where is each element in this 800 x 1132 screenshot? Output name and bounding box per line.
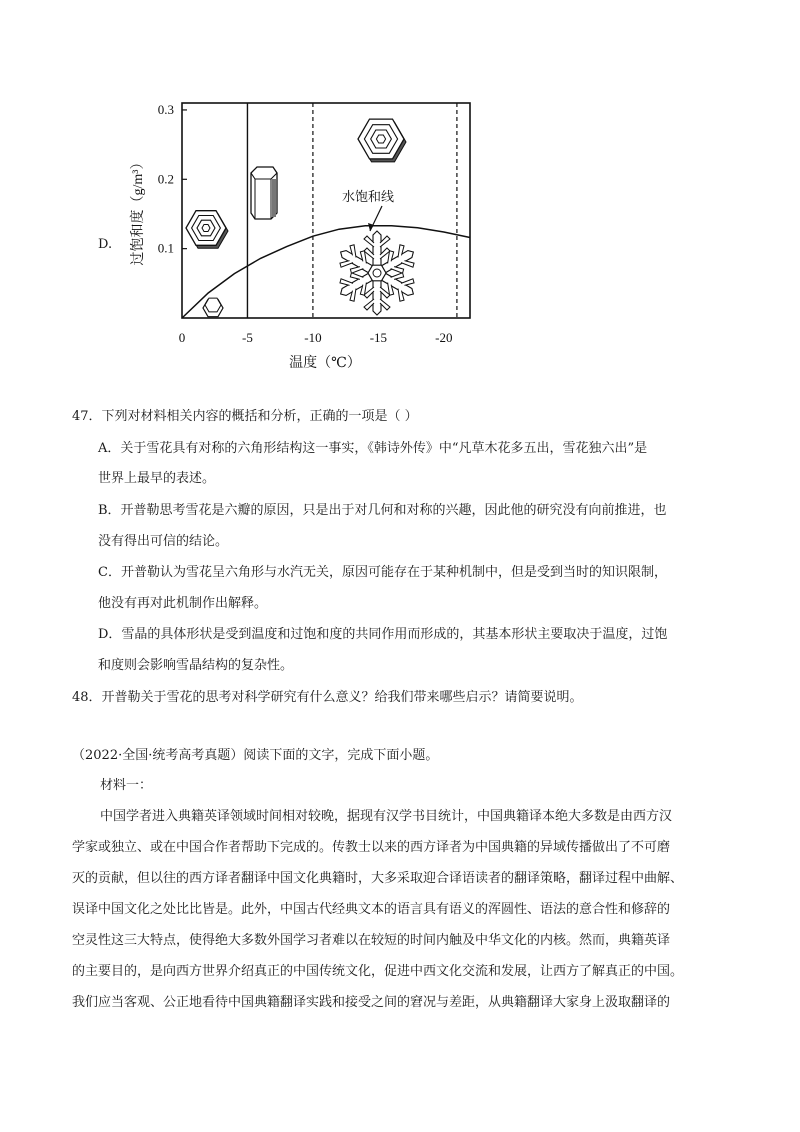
passage-intro: （2022·全国·统考高考真题）阅读下面的文字，完成下面小题。 [72,748,439,763]
plot-frame [182,103,470,318]
q47-option-b-line2: 没有得出可信的结论。 [98,534,229,549]
q47-option-a-line2: 世界上最早的表述。 [98,471,216,486]
q47-option-c-line1: C．开普勒认为雪花呈六角形与水汽无关，原因可能存在于某种机制中，但是受到当时的知识限制， [98,565,667,580]
hexagonal-plate-small-icon [203,298,223,317]
option-d-label: D. [98,237,113,252]
passage-line: 我们应当客观、公正地看待中国典籍翻译实践和接受之间的窘况与差距，从典籍翻译大家身上汲取翻译的 [72,995,671,1010]
water-saturation-line [182,226,470,318]
y-axis-title: 过饱和度（g/m³） [131,155,146,266]
hexagonal-plate-nested-icon [186,211,228,249]
q47-option-d-line1: D．雪晶的具体形状是受到温度和过饱和度的共同作用而形成的，其基本形状主要取决于温度，过饱 [98,627,668,642]
y-tick-label: 0.3 [157,101,174,117]
passage-line: 误译中国文化之处比比皆是。此外，中国古代经典文本的语言具有语义的浑圆性、语法的意合性和修辞的 [72,902,671,917]
q47-option-c-line2: 他没有再对此机制作出解释。 [98,596,268,611]
passage-line: 中国学者进入典籍英译领域时间相对较晚，据现有汉学书目统计，中国典籍译本绝大多数是由西方汉 [100,809,673,824]
q47-option-a-line1: A．关于雪花具有对称的六角形结构这一事实，《韩诗外传》中“凡草木花多五出，雪花独六出”是 [98,441,648,456]
x-tick-label: -15 [369,330,388,345]
x-tick-label: 0 [178,330,186,345]
y-tick-label: 0.1 [157,240,174,256]
q47-stem: 47．下列对材料相关内容的概括和分析，正确的一项是（ ） [72,409,418,424]
passage-line: 学家或独立、或在中国合作者帮助下完成的。传教士以来的西方译者为中国典籍的异域传播做出了不可磨 [72,840,671,855]
q47-option-b-line1: B．开普勒思考雪花是六瓣的原因，只是出于对几何和对称的兴趣，因此他的研究没有向前推进，也 [98,503,667,518]
snow-crystal-chart [120,95,490,385]
q48-stem: 48．开普勒关于雪花的思考对科学研究有什么意义？给我们带来哪些启示？请简要说明。 [72,690,583,705]
dendrite-star-icon [334,231,420,315]
passage-line: 空灵性这三大特点，使得绝大多数外国学习者难以在较短的时间内触及中华文化的内核。然而，典籍英译 [72,933,671,948]
x-tick-label: -5 [242,330,253,345]
x-axis-title: 温度（℃） [289,356,361,371]
x-tick-label: -20 [435,330,453,345]
x-tick-label: -10 [304,330,322,345]
passage-line: 的主要目的，是向西方世界介绍真正的中国传统文化，促进中西文化交流和发展，让西方了解真正的中国。 [72,964,684,979]
curve-annotation: 水饱和线 [341,189,395,204]
sectored-plate-icon [358,119,406,162]
material-label: 材料一： [100,778,153,793]
y-tick-label: 0.2 [157,171,174,187]
passage-line: 灭的贡献，但以往的西方译者翻译中国文化典籍时，大多采取迎合译语读者的翻译策略，翻译过程中曲解、 [72,871,684,886]
hexagonal-prism-icon [251,167,277,219]
q47-option-d-line2: 和度则会影响雪晶结构的复杂性。 [98,658,294,673]
